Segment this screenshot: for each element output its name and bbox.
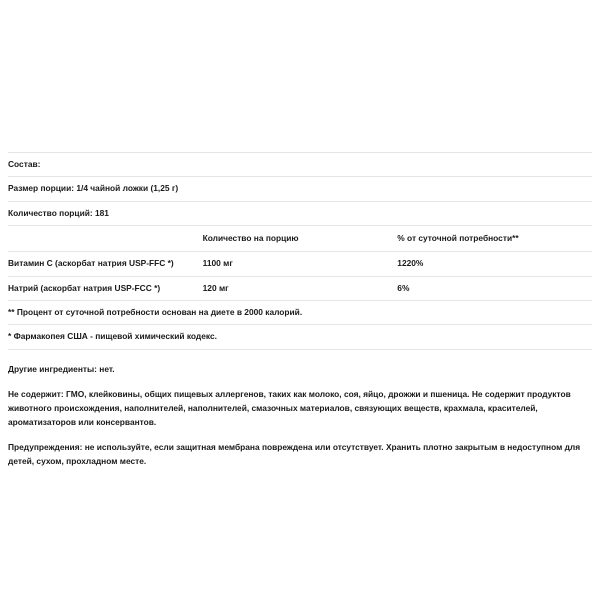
footnote-daily-value: ** Процент от суточной потребности основан на диете в 2000 калорий. (8, 301, 592, 325)
table-row-serving-size (8, 177, 592, 201)
table-row-servings-count (8, 201, 592, 225)
cell-daily-value: 6% (397, 276, 592, 300)
ingredients-heading: Состав: (8, 153, 592, 177)
table-row-footnote (8, 301, 592, 325)
column-header-percent-daily-value: % от суточной потребности** (397, 226, 592, 252)
cell-amount: 120 мг (203, 276, 398, 300)
footnote-usp-fcc: * Фармакопея США - пищевой химический кодекс. (8, 325, 592, 349)
column-header-ingredient (8, 226, 203, 252)
table-row (8, 252, 592, 276)
cell-daily-value: 1220% (397, 252, 592, 276)
column-header-amount-per-serving: Количество на порцию (203, 226, 398, 252)
cell-ingredient-name: Натрий (аскорбат натрия USP-FCC *) (8, 276, 203, 300)
supplement-facts-table (8, 152, 592, 350)
body-copy (8, 350, 584, 469)
other-ingredients-paragraph: Другие ингредиенты: нет. (8, 363, 115, 374)
cell-ingredient-name: Витамин С (аскорбат натрия USP-FFC *) (8, 252, 203, 276)
cell-amount: 1100 мг (203, 252, 398, 276)
serving-size-text: Размер порции: 1/4 чайной ложки (1,25 г) (8, 177, 592, 201)
table-row (8, 276, 592, 300)
servings-per-container-text: Количество порций: 181 (8, 201, 592, 225)
table-header-row (8, 226, 592, 252)
top-spacer (8, 0, 592, 152)
free-from-paragraph: Не содержит: ГМО, клейковины, общих пищевых аллергенов, таких как молоко, соя, яйцо, дрожжи и пшеница. Не содержит продуктов животного происхождения, наполнителей, наполнителей, смазочных материалов, связующих веществ, крахмала, красителей, ароматизаторов или консервантов. (8, 389, 571, 427)
warnings-paragraph: Предупреждения: не используйте, если защитная мембрана повреждена или отсутствует. Хранить плотно закрытым в недоступном для детей, сухом, прохладном месте. (8, 442, 581, 466)
table-row-footnote (8, 325, 592, 349)
table-row-heading (8, 153, 592, 177)
